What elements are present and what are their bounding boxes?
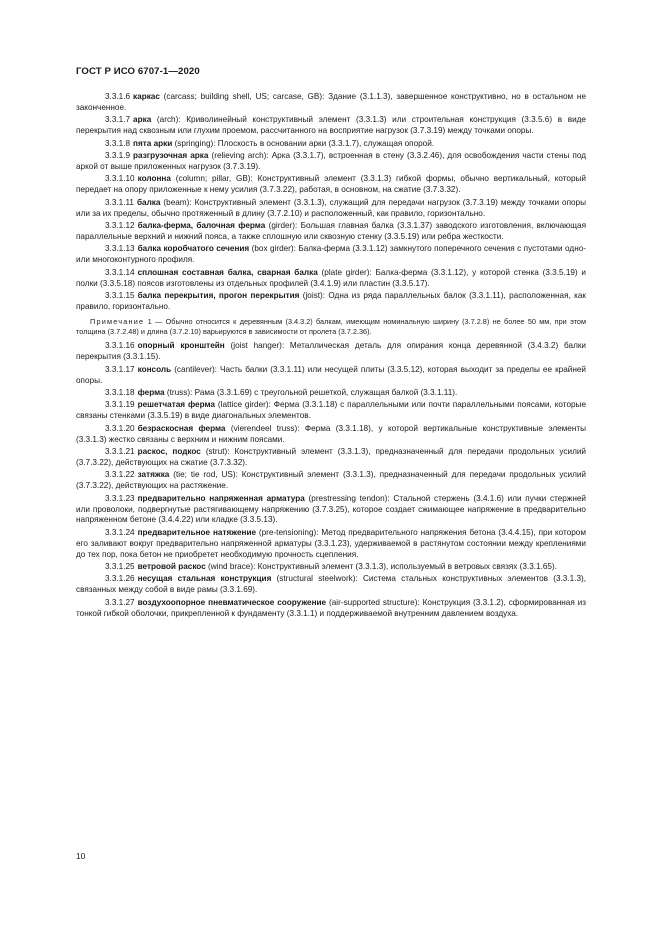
term-title: безраскосная ферма xyxy=(137,423,226,433)
term-entry xyxy=(76,151,586,173)
term-title: несущая стальная конструкция xyxy=(137,574,272,584)
term-list xyxy=(76,92,586,313)
term-number: 3.3.1.15 xyxy=(105,290,135,300)
term-title: воздухоопорное пневматическое сооружение xyxy=(137,597,327,607)
term-definition: (beam): Конструктивный элемент (3.3.1.3), служащий для передачи нагрузок (3.7.3.19) между точками опоры или за их пределы, обычно протяженный в длину (3.7.2.10) и расположенный, как правило, горизонтально. xyxy=(76,197,586,218)
term-entry xyxy=(76,424,586,446)
term-entry xyxy=(76,574,586,596)
term-number: 3.3.1.24 xyxy=(105,527,135,537)
term-entry xyxy=(76,400,586,422)
term-entry xyxy=(76,341,586,363)
term-entry xyxy=(76,388,586,399)
term-number: 3.3.1.8 xyxy=(105,138,131,148)
term-number: 3.3.1.10 xyxy=(105,174,135,184)
term-number: 3.3.1.16 xyxy=(105,341,135,351)
note-label: Примечание xyxy=(90,316,145,326)
term-title: балка перекрытия, прогон перекрытия xyxy=(137,290,300,300)
term-number: 3.3.1.27 xyxy=(105,597,135,607)
term-title: раскос, подкос xyxy=(137,446,201,456)
document-body xyxy=(76,92,586,621)
term-number: 3.3.1.18 xyxy=(105,387,135,397)
note-text: 1 — Обычно относится к деревянным (3.4.3.2) балкам, имеющим номинальную ширину (3.7.2.8) не более 50 мм, при этом толщина (3.7.2.48) и длина (3.7.2.10) варьируются в зависимости от пролета (3.7.2.36). xyxy=(76,316,586,337)
term-entry xyxy=(76,244,586,266)
term-entry xyxy=(76,268,586,290)
term-entry xyxy=(76,365,586,387)
term-title: консоль xyxy=(137,364,172,374)
term-entry xyxy=(76,198,586,220)
term-title: балка-ферма, балочная ферма xyxy=(137,220,266,230)
term-number: 3.3.1.21 xyxy=(105,446,135,456)
term-definition: (lattice girder): Ферма (3.3.1.18) с параллельными или почти параллельными поясами, которые связаны стенками (3.3.5.19) в виде диагональных элементов. xyxy=(76,400,586,421)
term-list-continued xyxy=(76,341,586,619)
term-title: предварительно напряженная арматура xyxy=(137,493,305,503)
term-number: 3.3.1.20 xyxy=(105,423,135,433)
term-number: 3.3.1.19 xyxy=(105,400,135,410)
term-title: арка xyxy=(133,115,152,125)
term-entry xyxy=(76,115,586,137)
term-entry xyxy=(76,470,586,492)
term-number: 3.3.1.22 xyxy=(105,470,135,480)
term-entry xyxy=(76,291,586,313)
term-title: балка xyxy=(136,197,161,207)
term-entry xyxy=(76,494,586,527)
term-definition: (arch): Криволинейный конструктивный элемент (3.3.1.3) или строительная конструкция (3.3.5.6) в виде перекрытия над сквозным или глухим проемом, рассчитанного на восприятие нагрузок (3.7.3.19) между точками опоры. xyxy=(76,115,586,136)
term-definition: (relieving arch): Арка (3.3.1.7), встроенная в стену (3.3.2.46), для освобождения части стены под аркой от выше приложенных нагрузок (3.7.3.19). xyxy=(76,151,586,171)
term-title: каркас xyxy=(133,92,160,101)
term-definition: (joist): Одна из ряда параллельных балок (3.3.1.11), расположенная, как правило, горизонтально. xyxy=(76,290,586,311)
term-definition: (plate girder): Балка-ферма (3.3.1.12), у которой стенка (3.3.5.19) и полки (3.3.5.18) поясов изготовлены из отдельных профилей (3.4.1.9) или пластин (3.3.5.17). xyxy=(76,267,586,288)
term-title: ферма xyxy=(137,387,165,397)
term-number: 3.3.1.6 xyxy=(105,92,131,101)
term-entry xyxy=(76,92,586,114)
term-definition: (joist hanger): Металлическая деталь для опирания конца деревянной (3.4.3.2) балки перекрытия (3.3.1.15). xyxy=(76,341,586,362)
term-title: опорный кронштейн xyxy=(137,341,225,351)
term-title: пята арки xyxy=(133,138,173,148)
term-definition: (tie; tie rod, US): Конструктивный элемент (3.3.1.3), предназначенный для передачи продольных усилий (3.7.3.22), действующих на растяжение. xyxy=(76,470,586,491)
term-number: 3.3.1.7 xyxy=(105,115,131,125)
page-number: 10 xyxy=(76,851,86,861)
term-number: 3.3.1.12 xyxy=(105,220,135,230)
term-definition: (cantilever): Часть балки (3.3.1.11) или несущей плиты (3.3.5.12), которая выходит за пределы ее крайней опоры. xyxy=(76,364,586,385)
term-entry xyxy=(76,221,586,243)
term-definition: (truss): Рама (3.3.1.69) с треугольной решеткой, служащая балкой (3.3.1.11). xyxy=(164,387,458,397)
term-definition: (column; pillar, GB): Конструктивный элемент (3.3.1.3) гибкой формы, обычно вертикальный, который передает на опору приложенные к нему усилия (3.7.3.22), работая, в основном, на сжатие (3.7.3.32). xyxy=(76,174,586,195)
term-definition: (girder): Большая главная балка (3.3.1.37) заводского изготовления, включающая параллельные верхний и нижний пояса, а также сплошную или сквозную стенку (3.3.5.19) или ребра жесткости. xyxy=(76,220,587,241)
term-definition: (air-supported structure): Конструкция (3.3.1.2), сформированная из тонкой гибкой оболочки, прикрепленной к фундаменту (3.3.1.1) и поддерживаемой внутренним давлением воздуха. xyxy=(76,597,586,618)
term-number: 3.3.1.17 xyxy=(105,364,135,374)
term-definition: (wind brace): Конструктивный элемент (3.3.1.3), используемый в ветровых связях (3.3.1.65). xyxy=(205,562,557,572)
term-entry xyxy=(76,598,586,620)
term-title: предварительное натяжение xyxy=(137,527,257,537)
term-entry xyxy=(76,528,586,561)
term-definition: (vierendeel truss): Ферма (3.3.1.18), у которой вертикальные конструктивные элементы (3.3.1.3) жестко связаны с верхним и нижним поясами. xyxy=(76,423,586,444)
term-entry xyxy=(76,447,586,469)
term-title: колонна xyxy=(137,174,171,184)
term-definition: (strut): Конструктивный элемент (3.3.1.3), предназначенный для передачи продольных усилий (3.7.3.22), действующих на сжатие (3.7.3.32). xyxy=(76,446,586,467)
term-definition: (springing): Плоскость в основании арки (3.3.1.7), служащая опорой. xyxy=(172,138,435,148)
document-header: ГОСТ Р ИСО 6707-1—2020 xyxy=(76,66,200,77)
term-entry xyxy=(76,562,586,573)
term-definition: (pre-tensioning): Метод предварительного напряжения бетона (3.4.4.15), при котором его заливают вокруг предварительно напряженной арматуры (3.3.1.23), удерживаемой в растянутом состоянии между креплениями до тех пор, пока бетон не приобретет необходимую прочность сцепления. xyxy=(76,527,586,559)
term-title: разгрузочная арка xyxy=(133,151,209,161)
term-entry xyxy=(76,174,586,196)
term-number: 3.3.1.9 xyxy=(105,151,131,161)
term-definition: (prestressing tendon): Стальной стержень (3.4.1.6) или пучки стержней или проволоки, подвергнутые растягивающему напряжению (3.7.3.25), которое создает сжимающее напряжение в предварительно напряженном бетоне (3.4.4.22) или кладке (3.3.5.13). xyxy=(76,493,586,525)
term-title: балка коробчатого сечения xyxy=(137,244,250,254)
term-definition: (carcass; building shell, US; carcase, GB): Здание (3.1.1.3), завершенное конструктивно, но в остальном не законченное. xyxy=(76,92,586,112)
term-title: ветровой раскос xyxy=(137,562,206,572)
term-definition: (box girder): Балка-ферма (3.3.1.12) замкнутого поперечного сечения с пустотами одно- или многоконтурного профиля. xyxy=(76,244,586,265)
term-number: 3.3.1.23 xyxy=(105,493,135,503)
term-number: 3.3.1.11 xyxy=(105,197,134,207)
term-definition: (structural steelwork): Система стальных конструктивных элементов (3.3.1.3), связанных между собой в виде рамы (3.3.1.69). xyxy=(76,574,587,595)
note xyxy=(76,317,586,338)
term-number: 3.3.1.13 xyxy=(105,244,135,254)
term-title: решетчатая ферма xyxy=(137,400,215,410)
term-title: затяжка xyxy=(137,470,170,480)
term-title: сплошная составная балка, сварная балка xyxy=(137,267,318,277)
term-number: 3.3.1.26 xyxy=(105,574,135,584)
term-number: 3.3.1.14 xyxy=(105,267,135,277)
term-entry xyxy=(76,139,586,150)
term-number: 3.3.1.25 xyxy=(105,562,135,572)
